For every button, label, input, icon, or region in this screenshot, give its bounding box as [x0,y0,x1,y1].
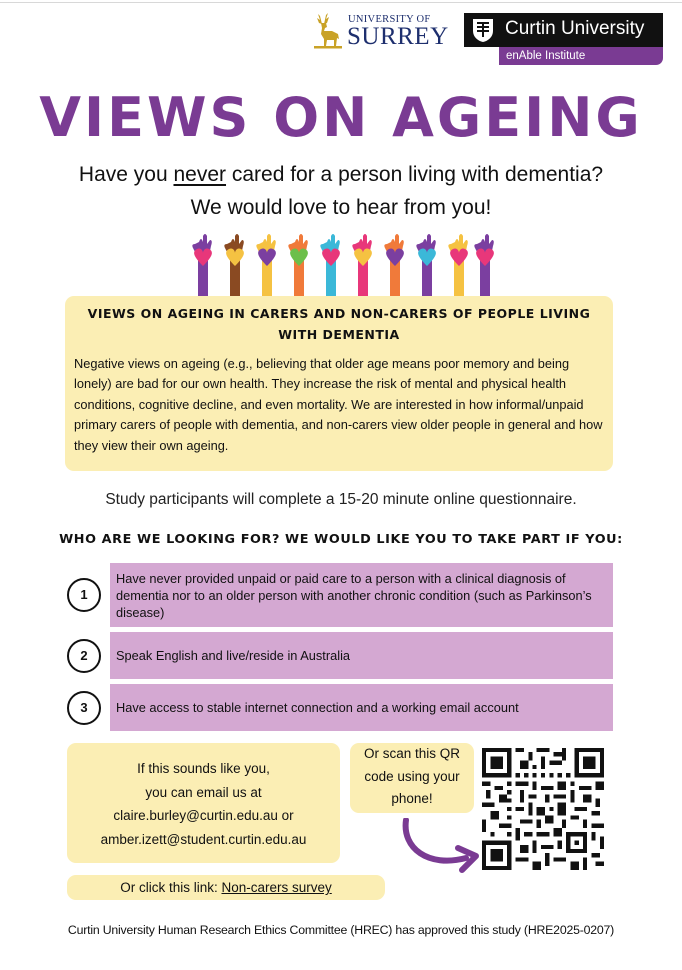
criterion-number: 1 [67,578,101,612]
curtin-logo [464,13,663,65]
contact-panel [67,743,340,863]
page-title: VIEWS ON AGEING [39,86,643,149]
study-duration: Study participants will complete a 15-20 minute online questionnaire. [105,491,577,508]
crest-icon [470,17,496,43]
criterion-item [110,684,613,731]
curtin-institute-label: enAble Institute [499,47,663,65]
contact-email-1[interactable]: claire.burley@curtin.edu.au or [113,808,294,823]
study-info-body: Negative views on ageing (e.g., believing that older age means poor memory and being lonely) are bad for our own health. They increase the risk of mental and physical health conditions, cognitive decline, and even mortality. We are interested in how informal/unpaid primary carers of people with dementia, and non-carers view older people in general and how they view their own ageing. [74,356,603,453]
criterion-item [110,632,613,679]
criterion-number: 2 [67,639,101,673]
intro-invitation: We would love to hear from you! [190,196,492,219]
criteria-heading: WHO ARE WE LOOKING FOR? WE WOULD LIKE YOU TO TAKE PART IF YOU: [59,532,623,547]
criterion-text: Have never provided unpaid or paid care to a person with a clinical diagnosis of dementia nor to an older person with another chronic condition (such as Parkinson’s disease) [116,570,592,620]
curtin-logo-bar [464,13,663,47]
qr-text-line-2: code using your [364,768,460,784]
surrey-logo-line2: SURREY [347,23,449,50]
top-divider [0,2,682,3]
intro-question-start: Have you [78,163,174,186]
study-info-panel [65,296,613,471]
raised-hands-hearts-illustration [185,234,497,296]
qr-instruction-panel [350,743,474,813]
criterion-text: Have access to stable internet connection and a working email account [116,700,519,715]
hand-group [192,234,494,296]
survey-link-panel [67,875,385,900]
stag-icon [312,12,344,50]
contact-line-1: If this sounds like you, [137,761,270,776]
intro-emphasis: never [173,163,227,186]
criterion-text: Speak English and live/reside in Australia [116,648,351,663]
curtin-logo-name: Curtin University [505,18,645,39]
study-info-heading: VIEWS ON AGEING IN CARERS AND NON-CARERS OF PEOPLE LIVING WITH DEMENTIA [87,306,591,342]
qr-code[interactable] [482,748,604,870]
intro-question-end: cared for a person living with dementia? [226,163,604,186]
curved-arrow-icon [398,818,482,878]
contact-line-2: you can email us at [145,784,262,800]
criterion-number: 3 [67,691,101,725]
qr-text-line-3: phone! [391,791,433,806]
intro-question [0,162,682,188]
surrey-logo [312,12,449,52]
qr-text-line-1: Or scan this QR [363,746,461,761]
criterion-item [110,563,613,627]
survey-link[interactable]: Non-carers survey [221,880,332,895]
survey-link-prefix: Or click this link: [120,880,222,895]
surrey-logo-line1: UNIVERSITY OF [348,14,431,25]
contact-email-2[interactable]: amber.izett@student.curtin.edu.au [100,831,307,847]
ethics-approval-footer: Curtin University Human Research Ethics Committee (HREC) has approved this study (HRE2025-0207) [67,923,615,937]
